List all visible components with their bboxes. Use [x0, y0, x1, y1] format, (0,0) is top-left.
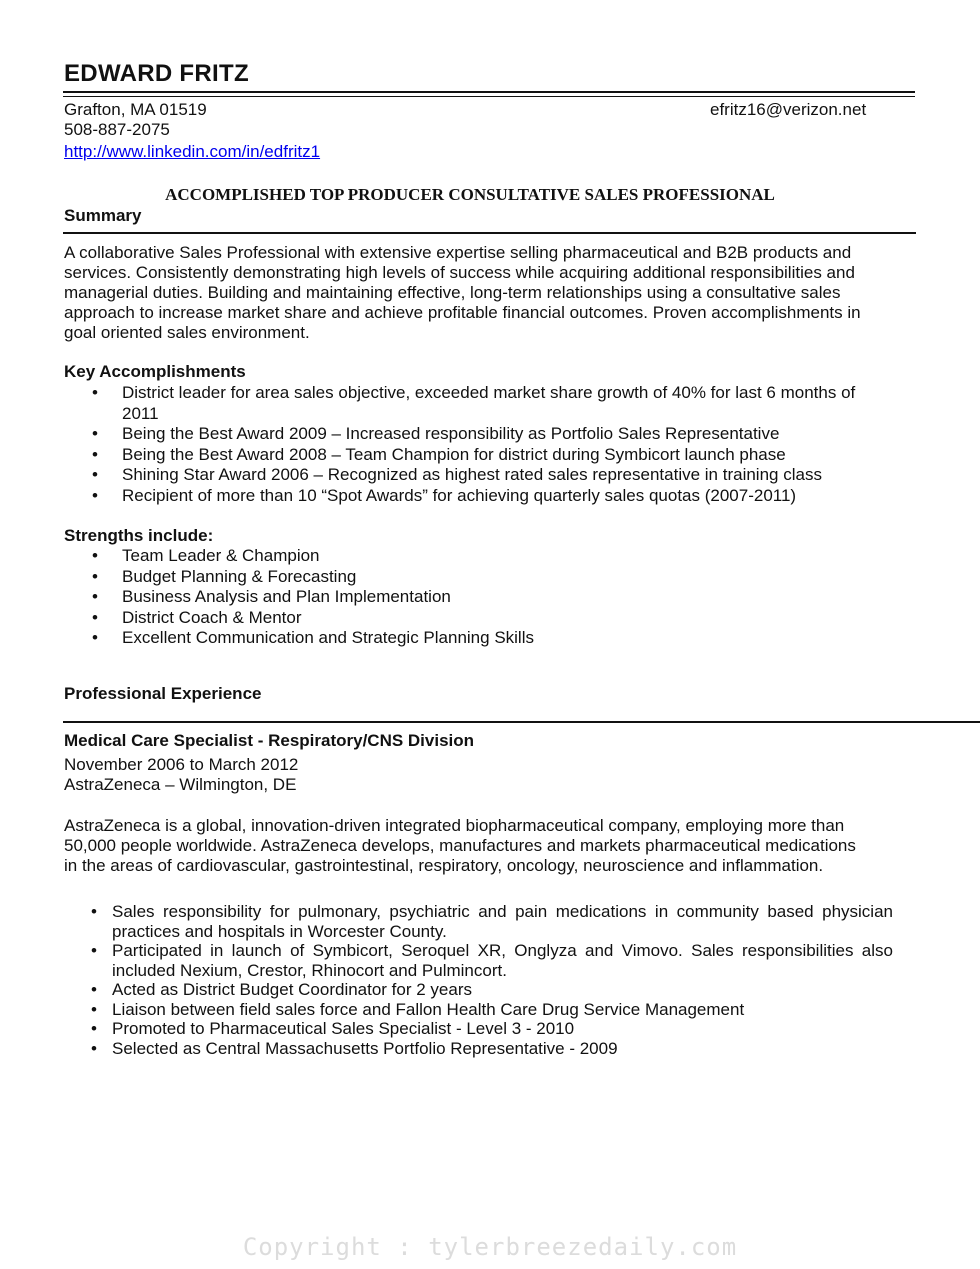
- summary-heading: Summary: [64, 206, 142, 225]
- job-title: Medical Care Specialist - Respiratory/CNS Division: [64, 731, 475, 750]
- list-item: • Business Analysis and Plan Implementation: [92, 587, 451, 606]
- summary-line: approach to increase market share and achieve profitable financial outcomes. Proven accomplishments in: [64, 303, 861, 322]
- header-rule-top: [63, 91, 915, 93]
- email[interactable]: efritz16@verizon.net: [710, 100, 867, 119]
- accomplishments-heading: Key Accomplishments: [64, 362, 246, 381]
- list-item: • Shining Star Award 2006 – Recognized as highest rated sales representative in training class: [92, 465, 822, 484]
- list-item: • Being the Best Award 2008 – Team Champion for district during Symbicort launch phase: [92, 444, 786, 464]
- accomplishments-list: [64, 383, 855, 506]
- summary-rule: [63, 232, 916, 234]
- strengths-list: [64, 546, 534, 649]
- bullet-icon: •: [92, 546, 98, 565]
- bullet-icon: •: [91, 902, 97, 921]
- job-dates: November 2006 to March 2012: [64, 755, 299, 774]
- list-item: • District leader for area sales objective, exceeded market share growth of 40% for last 6 months of: [92, 383, 856, 402]
- experience-rule: [63, 721, 980, 723]
- bullet-icon: •: [92, 444, 98, 464]
- bullet-icon: •: [91, 1019, 97, 1038]
- list-item: • Selected as Central Massachusetts Portfolio Representative - 2009: [91, 1038, 618, 1058]
- list-item: • District Coach & Mentor: [92, 607, 302, 627]
- header-rule-bottom: [63, 96, 915, 97]
- bullet-icon: •: [91, 980, 97, 999]
- summary-line: goal oriented sales environment.: [64, 323, 310, 342]
- strengths-heading: Strengths include:: [64, 526, 214, 545]
- bullet-icon: •: [92, 465, 98, 484]
- list-item: • Excellent Communication and Strategic Planning Skills: [92, 628, 534, 647]
- phone: 508-887-2075: [64, 120, 170, 139]
- list-item: • Being the Best Award 2009 – Increased responsibility as Portfolio Sales Representative: [92, 424, 780, 443]
- summary-line: services. Consistently demonstrating high levels of success while acquiring additional responsibilities and: [64, 263, 855, 282]
- description-line: in the areas of cardiovascular, gastrointestinal, respiratory, oncology, neuroscience and inflammation.: [64, 856, 824, 875]
- bullet-icon: •: [91, 999, 97, 1019]
- bullet-icon: •: [91, 1038, 97, 1058]
- summary-line: managerial duties. Building and maintaining effective, long-term relationships using a consultative sales: [64, 283, 841, 302]
- candidate-name: EDWARD FRITZ: [64, 60, 249, 87]
- list-item-continuation: 2011: [122, 403, 159, 423]
- summary-line: A collaborative Sales Professional with extensive expertise selling pharmaceutical and B2B products and: [64, 243, 852, 262]
- list-item: • Sales responsibility for pulmonary, psychiatric and pain medications in community based physician practices and hospitals in Worcester County.: [91, 902, 893, 941]
- list-item: • Acted as District Budget Coordinator for 2 years: [91, 980, 472, 999]
- bullet-icon: •: [91, 941, 97, 960]
- list-item: • Promoted to Pharmaceutical Sales Specialist - Level 3 - 2010: [91, 1019, 575, 1038]
- linkedin-link[interactable]: http://www.linkedin.com/in/edfritz1: [64, 142, 321, 161]
- bullet-icon: •: [92, 607, 98, 627]
- experience-heading: Professional Experience: [64, 684, 262, 703]
- job-company: AstraZeneca – Wilmington, DE: [64, 775, 297, 794]
- list-item: • Participated in launch of Symbicort, Seroquel XR, Onglyza and Vimovo. Sales responsibilities also included Nexium, Crestor, Rhinocort and Pulmincort.: [91, 941, 893, 980]
- list-item: • Recipient of more than 10 “Spot Awards” for achieving quarterly sales quotas (2007-2011): [92, 485, 797, 505]
- bullet-icon: •: [92, 587, 98, 606]
- bullet-icon: •: [92, 485, 98, 505]
- bullet-icon: •: [92, 383, 98, 402]
- headline-banner: ACCOMPLISHED TOP PRODUCER CONSULTATIVE SALES PROFESSIONAL: [165, 185, 775, 204]
- description-line: 50,000 people worldwide. AstraZeneca develops, manufactures and markets pharmaceutical medications: [64, 836, 856, 855]
- copyright-watermark: Copyright : tylerbreezedaily.com: [242, 1233, 738, 1261]
- bullet-icon: •: [92, 424, 98, 443]
- list-item: • Budget Planning & Forecasting: [92, 566, 357, 586]
- address: Grafton, MA 01519: [64, 100, 207, 119]
- company-description: [64, 816, 914, 876]
- duties-list: [88, 902, 893, 1058]
- bullet-icon: •: [92, 566, 98, 586]
- description-line: AstraZeneca is a global, innovation-driven integrated biopharmaceutical company, employing more than: [64, 816, 845, 835]
- list-item: • Team Leader & Champion: [92, 546, 320, 565]
- list-item: • Liaison between field sales force and Fallon Health Care Drug Service Management: [91, 999, 745, 1019]
- bullet-icon: •: [92, 628, 98, 647]
- summary-text: [64, 243, 914, 343]
